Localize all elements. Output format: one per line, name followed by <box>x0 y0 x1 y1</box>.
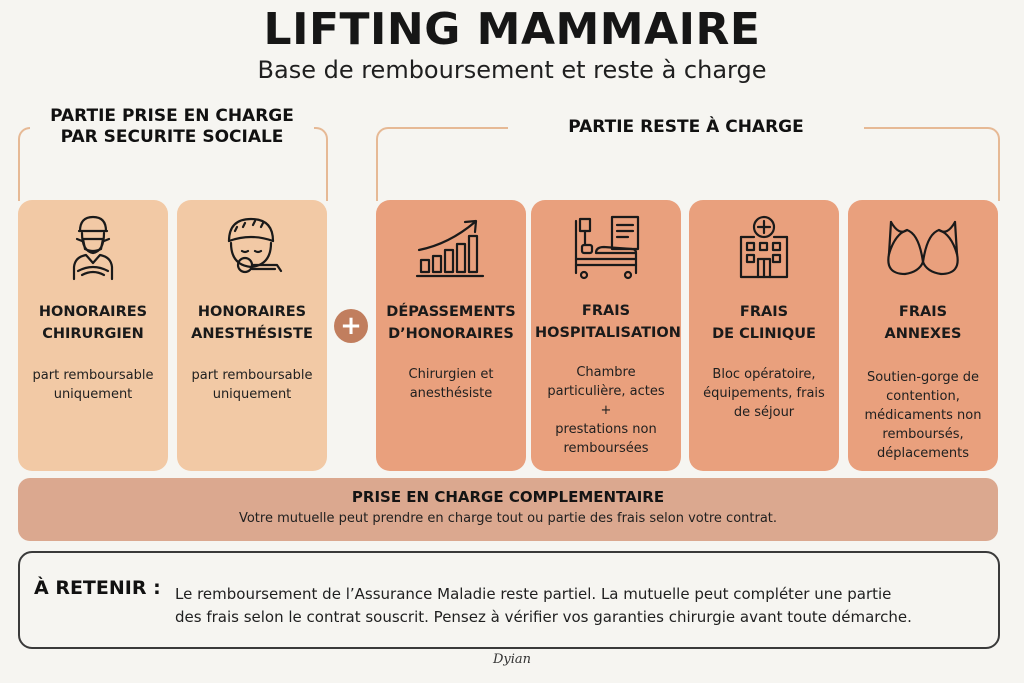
card-title-line1: HONORAIRES <box>197 304 307 320</box>
card-title-line1: DÉPASSEMENTS <box>386 304 516 320</box>
card-depassements-honoraires <box>376 200 526 471</box>
card-description-line: de séjour <box>733 405 795 420</box>
card-title <box>22 301 164 345</box>
right-section-bracket <box>376 127 1000 201</box>
card-description-line: Chirurgien et <box>408 367 494 382</box>
bra-icon <box>848 212 998 282</box>
card-description-line: uniquement <box>53 387 133 402</box>
card-description-line: anesthésiste <box>409 386 493 401</box>
card-description <box>541 363 671 458</box>
page-title: LIFTING MAMMAIRE <box>263 4 761 55</box>
card-description-line: médicaments non <box>864 408 982 423</box>
card-title-line2: CHIRURGIEN <box>42 326 144 342</box>
card-honoraires-chirurgien <box>18 200 168 471</box>
card-frais-clinique <box>689 200 839 471</box>
card-description-line: déplacements <box>877 446 969 461</box>
card-title-line1: FRAIS <box>898 304 948 320</box>
card-description-line: Chambre <box>576 365 636 380</box>
card-description-line: remboursées <box>563 441 649 456</box>
clinic-building-icon <box>689 212 839 282</box>
card-description-line: part remboursable <box>191 368 313 383</box>
card-frais-hospitalisation <box>531 200 681 471</box>
card-description-line: part remboursable <box>32 368 154 383</box>
page-subtitle: Base de remboursement et reste à charge <box>257 56 767 84</box>
hospital-bed-icon <box>531 212 681 282</box>
surgeon-icon <box>18 212 168 282</box>
card-title-line2: ANNEXES <box>884 326 962 342</box>
card-title-line2: HOSPITALISATION <box>535 325 681 341</box>
card-title-line1: FRAIS <box>581 303 631 319</box>
complementary-coverage-title: PRISE EN CHARGE COMPLEMENTAIRE <box>351 488 665 506</box>
left-section-label-line1: PARTIE PRISE EN CHARGE <box>50 106 294 126</box>
rising-chart-icon <box>376 212 526 282</box>
card-title-line2: ANESTHÉSISTE <box>191 326 313 342</box>
anesthesia-mask-icon <box>177 212 327 282</box>
left-section-label <box>30 106 314 148</box>
card-frais-annexes <box>848 200 998 471</box>
card-title <box>693 301 835 345</box>
card-description-line: contention, <box>886 389 960 404</box>
card-description-line: particulière, actes + <box>547 384 665 418</box>
card-title <box>181 301 323 345</box>
right-section-label: PARTIE RESTE À CHARGE <box>508 117 864 138</box>
card-title-line1: FRAIS <box>739 304 789 320</box>
card-description <box>187 366 317 404</box>
card-description-line: Soutien-gorge de <box>866 370 980 385</box>
card-description <box>858 368 988 463</box>
key-takeaway-line: Le remboursement de l’Assurance Maladie reste partiel. La mutuelle peut compléter une partie <box>175 585 892 603</box>
complementary-coverage-banner <box>18 478 998 541</box>
card-title-line2: D’HONORAIRES <box>388 326 514 342</box>
signature-logo: Dyian <box>493 652 532 667</box>
card-description <box>699 365 829 422</box>
key-takeaway-line: des frais selon le contrat souscrit. Pensez à vérifier vos garanties chirurgie avant toute démarche. <box>175 608 912 626</box>
card-description <box>28 366 158 404</box>
card-description-line: équipements, frais <box>703 386 825 401</box>
card-description <box>386 365 516 403</box>
card-title <box>852 301 994 345</box>
card-description-line: remboursés, <box>882 427 964 442</box>
key-takeaway-box <box>18 551 1000 649</box>
card-title <box>535 300 681 344</box>
card-description-line: Bloc opératoire, <box>712 367 816 382</box>
complementary-coverage-text: Votre mutuelle peut prendre en charge tout ou partie des frais selon votre contrat. <box>238 511 778 526</box>
card-description-line: uniquement <box>212 387 292 402</box>
card-title <box>380 301 522 345</box>
card-description-line: prestations non <box>555 422 657 437</box>
card-title-line2: DE CLINIQUE <box>712 326 816 342</box>
card-honoraires-anesthesiste <box>177 200 327 471</box>
card-title-line1: HONORAIRES <box>38 304 148 320</box>
key-takeaway-label: À RETENIR : <box>34 577 161 599</box>
left-section-label-line2: PAR SECURITE SOCIALE <box>60 127 284 147</box>
key-takeaway-text <box>175 583 995 629</box>
plus-icon: + <box>334 309 368 343</box>
